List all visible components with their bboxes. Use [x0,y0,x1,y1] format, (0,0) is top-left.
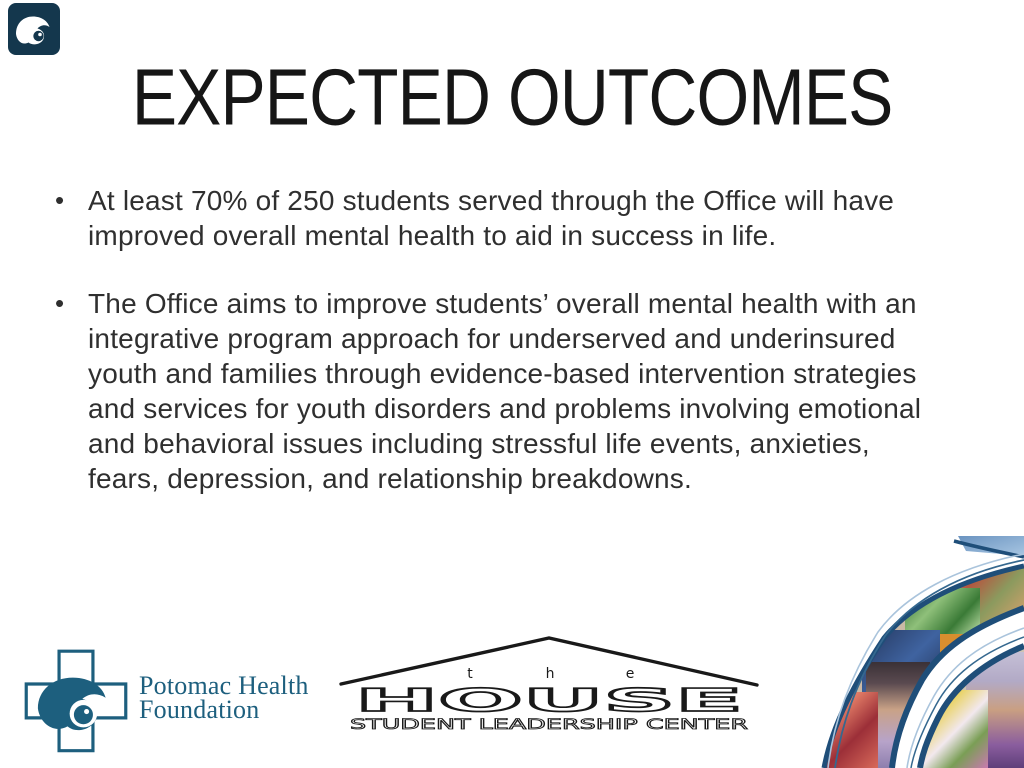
slide-title [0,52,1024,143]
phf-name-line2: Foundation [139,695,260,724]
phf-name-line1: Potomac Health [139,671,309,700]
bullet-item-2 [55,286,921,496]
bullet-line: integrative program approach for underserved and underinsured [88,323,896,354]
bullet-item-1 [55,183,894,253]
bullet-line: fears, depression, and relationship breakdowns. [88,463,692,494]
house-subtitle: STUDENT LEADERSHIP CENTER [350,717,748,733]
wave-curl-dot [38,33,42,37]
bullet-line: improved overall mental health to aid in success in life. [88,220,777,251]
photo-peaches [802,692,878,768]
phf-wave-curl [74,705,93,724]
bullet-text-block [88,183,894,253]
bullet-line: and behavioral issues including stressful life events, anxieties, [88,428,870,459]
wave-curl-glyph [33,31,43,41]
bullet-marker: • [55,288,65,318]
phf-wave-curl-dot [84,709,89,714]
bullet-text-block [88,286,921,496]
house-wordmark: HOUSE [355,683,743,719]
house-the-letter: t [467,666,473,682]
bullet-line: and services for youth disorders and problems involving emotional [88,393,922,424]
bullet-marker: • [55,185,65,215]
house-the-letter: h [545,666,555,682]
phf-cross-wave-icon [23,648,129,756]
bullet-line: The Office aims to improve students’ overall mental health with an [88,288,917,319]
house-student-leadership-center-logo [333,627,763,733]
bullet-line: At least 70% of 250 students served through the Office will have [88,185,895,216]
wave-brand-icon [8,3,60,55]
potomac-health-foundation-logo [23,648,309,756]
slide-title-text: EXPECTED OUTCOMES [131,52,893,143]
photo-collage-wave-decoration [784,536,1024,768]
bullet-line: youth and families through evidence-based intervention strategies [88,358,917,389]
phf-logo-name [139,671,309,756]
house-the-letter: e [625,666,635,682]
